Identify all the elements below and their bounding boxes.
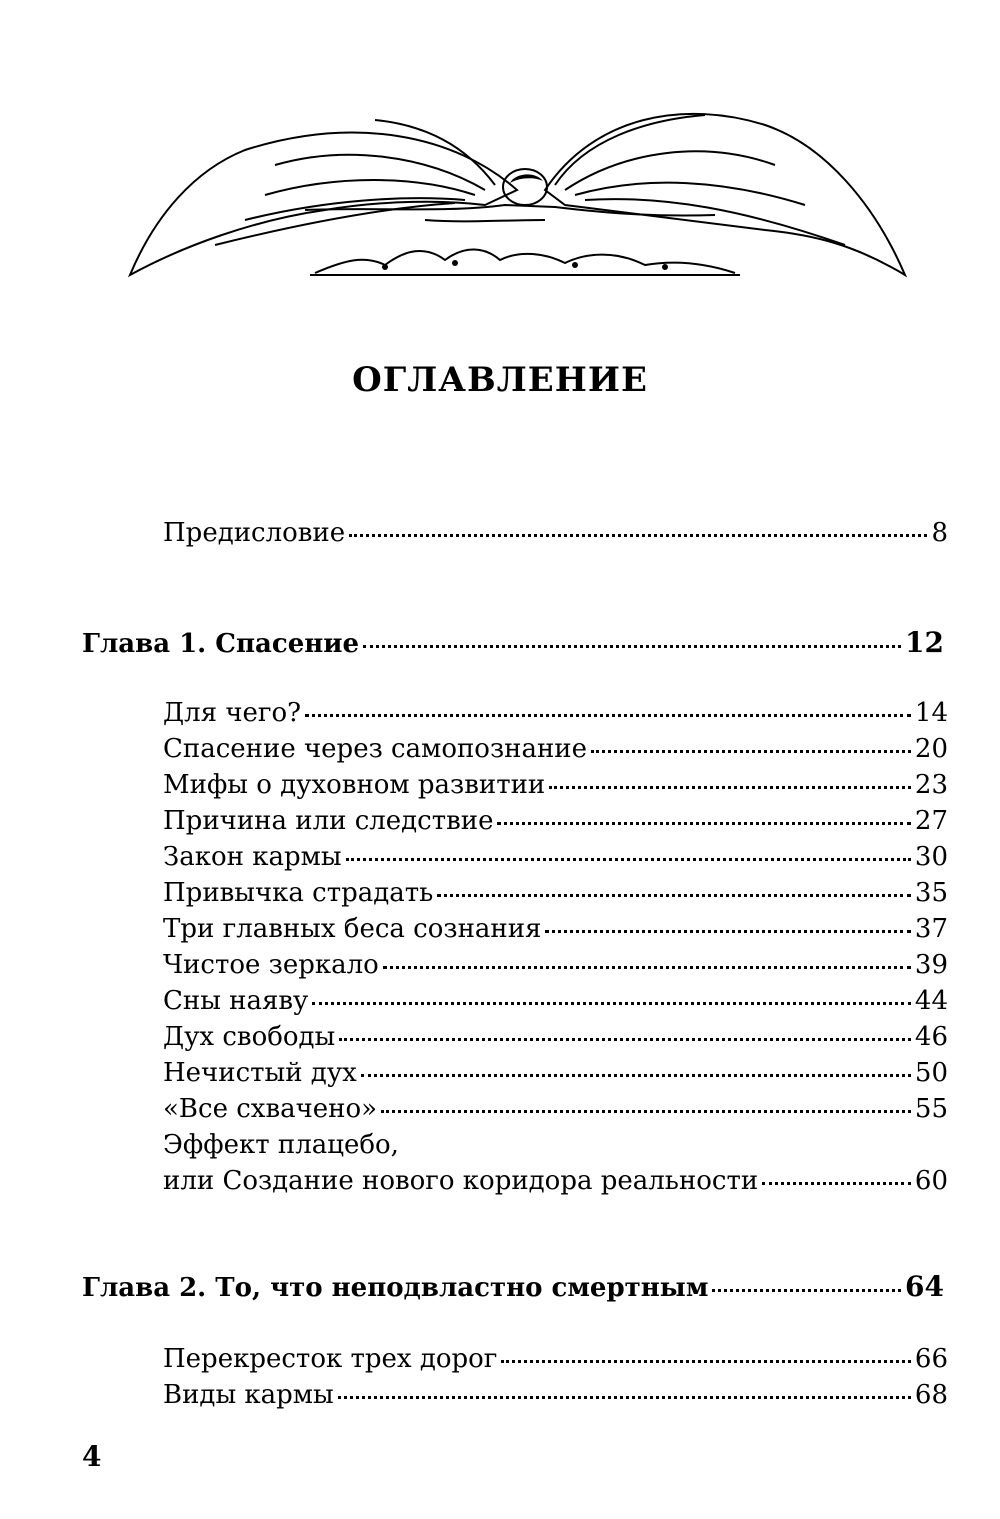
toc-entry-page: 60: [914, 1166, 948, 1196]
dot-leader: [346, 857, 911, 861]
toc-entry[interactable]: [163, 806, 948, 836]
dot-leader: [339, 1037, 911, 1041]
toc-chapter-2[interactable]: [82, 1270, 944, 1303]
toc-entry[interactable]: [163, 1380, 948, 1410]
dot-leader: [591, 749, 911, 753]
toc-entry-page: 30: [914, 842, 948, 872]
toc-entry-preface[interactable]: [163, 518, 948, 548]
dot-leader: [712, 1288, 901, 1292]
toc-entry[interactable]: [163, 914, 948, 944]
dot-leader: [497, 821, 910, 825]
toc-entry-label: «Все схвачено»: [163, 1094, 378, 1124]
toc-entry-page: 44: [914, 986, 948, 1016]
toc-entry-page: 66: [914, 1344, 948, 1374]
toc-entry-page: 20: [914, 734, 948, 764]
toc-entry-label: Причина или следствие: [163, 806, 494, 836]
toc-entry-label: Предисловие: [163, 518, 346, 548]
dot-leader: [305, 713, 911, 717]
dot-leader: [338, 1395, 911, 1399]
toc-entry-page: 37: [914, 914, 948, 944]
dot-leader: [762, 1181, 911, 1185]
toc-entry[interactable]: [163, 1022, 948, 1052]
chapter-label: Глава 1. Спасение: [82, 629, 360, 659]
toc-entry-label: Для чего?: [163, 698, 302, 728]
toc-entry[interactable]: [163, 986, 948, 1016]
toc-entry-label: Мифы о духовном развитии: [163, 770, 546, 800]
toc-entry-placebo[interactable]: [163, 1166, 948, 1196]
toc-entry-label: Привычка страдать: [163, 878, 434, 908]
toc-entry-page: 68: [914, 1380, 948, 1410]
chapter-label: Глава 2. То, что неподвластно смертным: [82, 1273, 709, 1303]
toc-entry[interactable]: [163, 878, 948, 908]
toc-entry-page: 39: [914, 950, 948, 980]
toc-entry-page: 50: [914, 1058, 948, 1088]
toc-entry[interactable]: [163, 698, 948, 728]
toc-entry-label: Сны наяву: [163, 986, 309, 1016]
dot-leader: [549, 785, 911, 789]
toc-entry[interactable]: [163, 734, 948, 764]
winged-figure-illustration-icon: [125, 95, 910, 285]
toc-entry[interactable]: [163, 1344, 948, 1374]
dot-leader: [437, 893, 911, 897]
toc-entry-label: Чистое зеркало: [163, 950, 379, 980]
toc-entry-page: 27: [914, 806, 948, 836]
toc-entry[interactable]: [163, 770, 948, 800]
chapter-page: 64: [905, 1270, 944, 1303]
toc-entry-label: Перекресток трех дорог: [163, 1344, 498, 1374]
dot-leader: [312, 1001, 911, 1005]
toc-entry-placebo-line1[interactable]: Эффект плацебо,: [163, 1130, 399, 1160]
dot-leader: [381, 1109, 911, 1113]
toc-entry[interactable]: [163, 1094, 948, 1124]
toc-entry-page: 8: [931, 518, 948, 548]
toc-entry[interactable]: [163, 1058, 948, 1088]
toc-entry[interactable]: [163, 842, 948, 872]
toc-entry[interactable]: [163, 950, 948, 980]
toc-entry-page: 14: [914, 698, 948, 728]
dot-leader: [349, 533, 927, 537]
toc-entry-label: Закон кармы: [163, 842, 342, 872]
page-number: 4: [82, 1440, 102, 1473]
dot-leader: [501, 1359, 910, 1363]
dot-leader: [363, 644, 901, 648]
toc-chapter-1[interactable]: [82, 626, 944, 659]
toc-entry-label: Нечистый дух: [163, 1058, 357, 1088]
toc-entry-page: 35: [914, 878, 948, 908]
dot-leader: [545, 929, 910, 933]
dot-leader: [361, 1073, 911, 1077]
toc-entry-page: 23: [914, 770, 948, 800]
toc-entry-label: или Создание нового коридора реальности: [163, 1166, 759, 1196]
toc-entry-page: 55: [914, 1094, 948, 1124]
toc-entry-label: Дух свободы: [163, 1022, 336, 1052]
toc-entry-label: Виды кармы: [163, 1380, 334, 1410]
page-title: ОГЛАВЛЕНИЕ: [352, 360, 648, 400]
toc-entry-label: Спасение через самопознание: [163, 734, 588, 764]
chapter-page: 12: [905, 626, 944, 659]
toc-entry-label: Три главных беса сознания: [163, 914, 542, 944]
dot-leader: [383, 965, 911, 969]
toc-entry-page: 46: [914, 1022, 948, 1052]
